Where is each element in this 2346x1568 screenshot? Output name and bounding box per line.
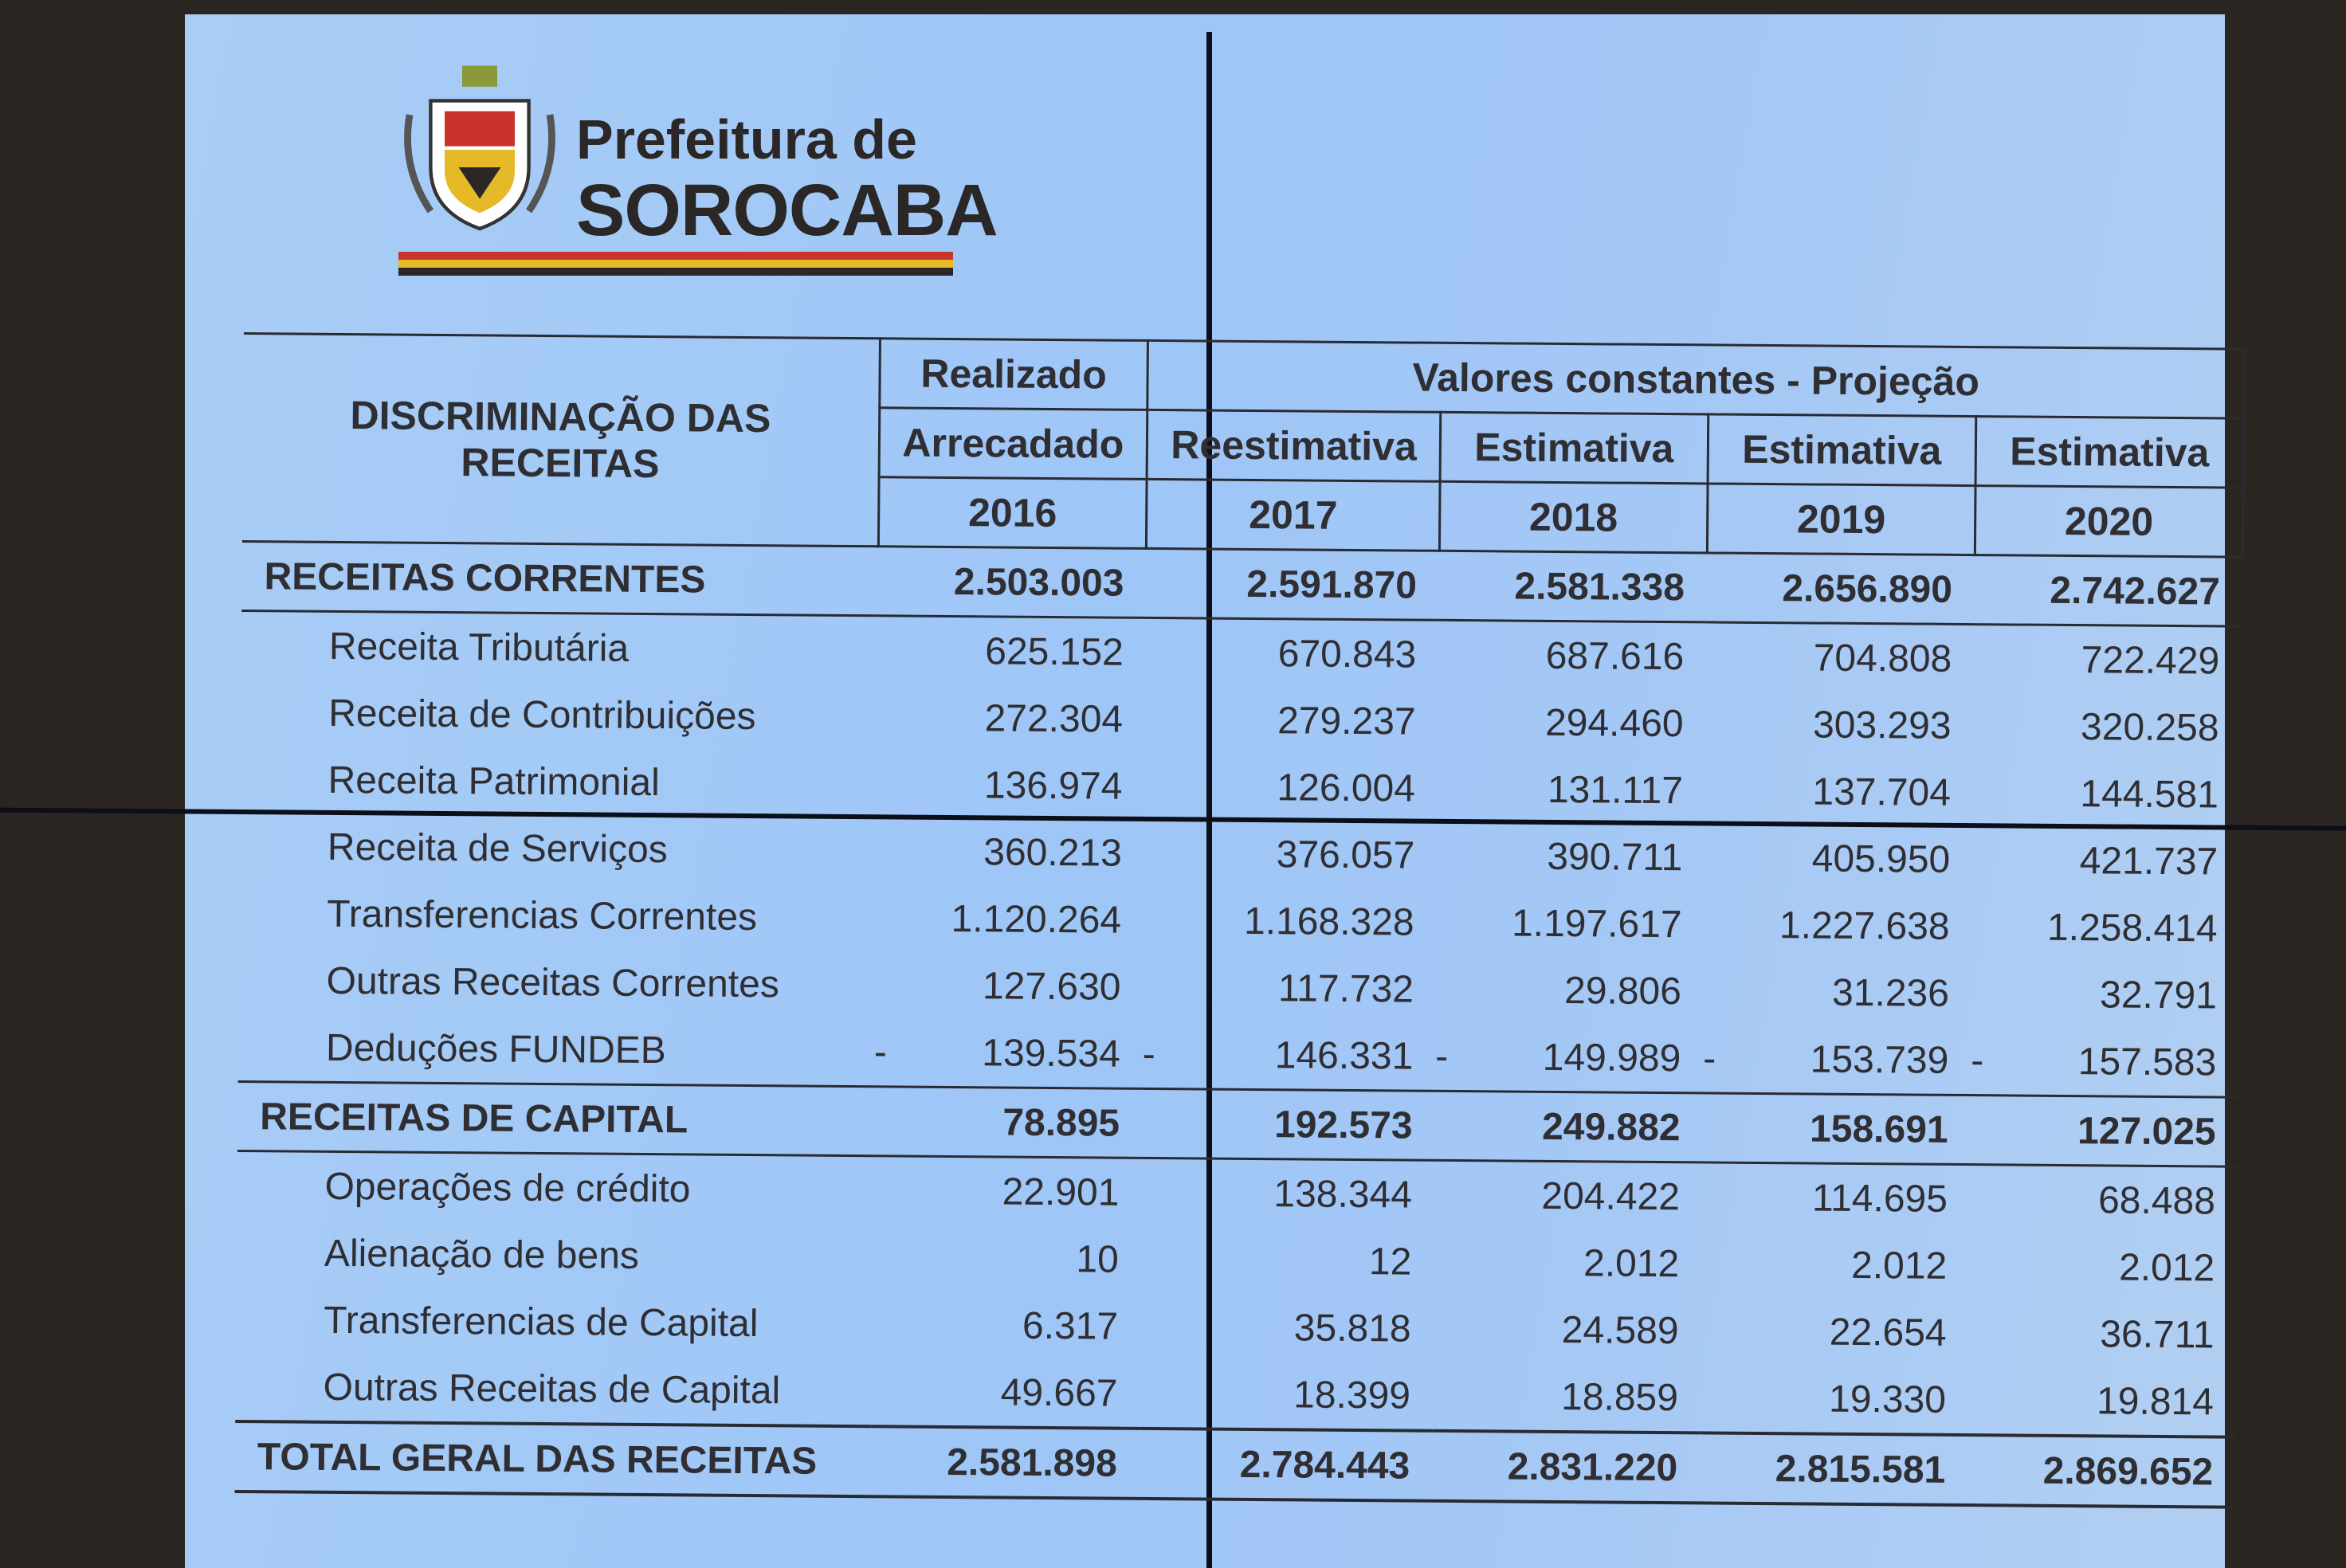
row-value bbox=[1434, 1229, 1702, 1298]
value-text: 153.739 bbox=[1810, 1037, 1949, 1082]
value-text: 31.236 bbox=[1831, 971, 1950, 1015]
value-text: 49.667 bbox=[1000, 1371, 1118, 1415]
value-text: 126.004 bbox=[1277, 766, 1416, 810]
row-value bbox=[872, 1291, 1141, 1360]
row-value bbox=[1705, 690, 1974, 759]
row-value bbox=[1701, 1230, 1970, 1299]
value-text: 192.573 bbox=[1273, 1103, 1413, 1147]
value-text: 2.012 bbox=[1583, 1241, 1680, 1285]
value-text: 36.711 bbox=[2100, 1312, 2215, 1356]
row-value bbox=[1972, 826, 2241, 896]
table-row bbox=[235, 1421, 2236, 1507]
row-value bbox=[1438, 620, 1707, 690]
row-value bbox=[1433, 1362, 1701, 1433]
value-text: 149.989 bbox=[1542, 1036, 1681, 1080]
row-value bbox=[1705, 824, 1973, 893]
row-value bbox=[1141, 1158, 1434, 1228]
negative-sign: - bbox=[873, 1030, 888, 1073]
revenue-table-wrapper bbox=[235, 332, 2246, 1509]
value-text: 1.168.328 bbox=[1243, 900, 1414, 944]
row-value bbox=[1704, 958, 1972, 1027]
row-value bbox=[1144, 753, 1438, 822]
row-value bbox=[1140, 1226, 1434, 1296]
row-value bbox=[1974, 625, 2242, 695]
value-text: 144.581 bbox=[2080, 772, 2219, 816]
header-col-type: Reestimativa bbox=[1147, 410, 1440, 481]
row-value bbox=[1970, 1096, 2238, 1167]
row-value bbox=[873, 1156, 1142, 1226]
header-col-type: Arrecadado bbox=[879, 408, 1148, 480]
row-value bbox=[1970, 1165, 2238, 1235]
value-text: 625.152 bbox=[985, 629, 1124, 674]
row-value bbox=[1144, 887, 1437, 956]
row-value bbox=[1145, 617, 1438, 688]
value-text: 114.695 bbox=[1811, 1176, 1948, 1221]
row-value bbox=[1145, 686, 1438, 755]
header-projecao: Valores constantes - Projeção bbox=[1148, 340, 2244, 418]
header-year: 2019 bbox=[1707, 484, 1975, 555]
value-text: 1.197.617 bbox=[1511, 902, 1682, 946]
row-value bbox=[1436, 956, 1705, 1025]
value-text: 1.227.638 bbox=[1779, 904, 1950, 948]
value-text: 421.737 bbox=[2079, 839, 2218, 883]
value-text: 2.815.581 bbox=[1775, 1447, 1946, 1492]
row-label: RECEITAS DE CAPITAL bbox=[237, 1081, 874, 1155]
value-text: 2.012 bbox=[2118, 1246, 2215, 1289]
row-label: Deduções FUNDEB bbox=[325, 1026, 666, 1072]
row-value bbox=[1434, 1091, 1703, 1162]
logo-text-line1: Prefeitura de bbox=[576, 108, 917, 171]
row-value bbox=[1436, 889, 1705, 958]
row-value bbox=[1973, 759, 2242, 829]
value-text: 131.117 bbox=[1547, 768, 1684, 812]
value-text: 279.237 bbox=[1277, 699, 1416, 743]
value-text: 204.422 bbox=[1541, 1174, 1681, 1218]
row-label: RECEITAS CORRENTES bbox=[241, 541, 878, 615]
row-value bbox=[1435, 1023, 1704, 1093]
header-year: 2018 bbox=[1439, 481, 1708, 553]
value-text: 249.882 bbox=[1541, 1105, 1681, 1149]
value-text: 35.818 bbox=[1293, 1306, 1411, 1350]
value-text: 68.488 bbox=[2097, 1178, 2216, 1222]
value-text: 670.843 bbox=[1277, 632, 1417, 676]
negative-sign: - bbox=[1971, 1039, 1984, 1082]
row-value bbox=[1144, 820, 1437, 889]
row-value bbox=[1142, 1088, 1435, 1160]
value-text: 2.012 bbox=[1850, 1244, 1948, 1288]
value-text: 157.583 bbox=[2077, 1040, 2217, 1084]
value-text: 138.344 bbox=[1273, 1172, 1413, 1217]
value-text: 158.691 bbox=[1809, 1107, 1948, 1151]
row-value bbox=[1702, 1162, 1971, 1233]
value-text: 2.656.890 bbox=[1782, 566, 1953, 611]
negative-sign: - bbox=[1435, 1035, 1449, 1078]
value-text: 136.974 bbox=[983, 763, 1123, 808]
row-value bbox=[1969, 1233, 2238, 1302]
row-value bbox=[874, 951, 1144, 1021]
value-text: 146.331 bbox=[1274, 1033, 1414, 1078]
value-text: 687.616 bbox=[1545, 634, 1685, 678]
value-text: 137.704 bbox=[1812, 770, 1952, 814]
value-text: 376.057 bbox=[1276, 833, 1415, 877]
value-text: 2.831.220 bbox=[1507, 1445, 1678, 1489]
row-value bbox=[1438, 688, 1706, 758]
header-year: 2020 bbox=[1975, 486, 2243, 558]
row-value bbox=[1701, 1297, 1969, 1366]
row-value bbox=[1705, 757, 1974, 826]
header-realizado: Realizado bbox=[879, 339, 1148, 410]
row-value bbox=[873, 1087, 1143, 1158]
value-text: 2.742.627 bbox=[2050, 569, 2221, 613]
row-label: Transferencias de Capital bbox=[324, 1299, 759, 1345]
header-year: 2017 bbox=[1147, 479, 1440, 551]
value-text: 320.258 bbox=[2080, 705, 2219, 749]
value-text: 32.791 bbox=[2099, 973, 2218, 1017]
row-value bbox=[876, 751, 1145, 820]
row-value bbox=[1140, 1293, 1434, 1362]
value-text: 2.591.870 bbox=[1246, 563, 1418, 607]
row-value bbox=[1704, 891, 1972, 960]
row-label: TOTAL GERAL DAS RECEITAS bbox=[235, 1421, 872, 1496]
value-text: 6.317 bbox=[1022, 1304, 1119, 1348]
row-value bbox=[1142, 1021, 1435, 1091]
row-value bbox=[1968, 1299, 2237, 1369]
row-value bbox=[1703, 1025, 1971, 1095]
value-text: 19.814 bbox=[2096, 1379, 2215, 1423]
value-text: 722.429 bbox=[2081, 638, 2220, 682]
value-text: 22.901 bbox=[1002, 1170, 1120, 1214]
value-text: 139.534 bbox=[982, 1031, 1121, 1076]
value-text: 294.460 bbox=[1544, 701, 1684, 745]
row-value bbox=[877, 616, 1147, 686]
row-value bbox=[1139, 1429, 1432, 1501]
logo-stripe bbox=[398, 252, 953, 276]
row-value bbox=[1968, 1366, 2237, 1437]
row-value bbox=[871, 1358, 1140, 1429]
value-text: 22.654 bbox=[1829, 1311, 1947, 1354]
value-text: 24.589 bbox=[1561, 1308, 1679, 1352]
value-text: 78.895 bbox=[1002, 1101, 1120, 1145]
row-label: Operações de crédito bbox=[324, 1165, 691, 1210]
row-value bbox=[1706, 622, 1975, 692]
value-text: 127.025 bbox=[2077, 1109, 2216, 1153]
value-text: 117.732 bbox=[1277, 966, 1414, 1011]
row-value bbox=[874, 1018, 1144, 1088]
row-label: Outras Receitas Correntes bbox=[326, 959, 780, 1005]
row-label: Transferencias Correntes bbox=[327, 892, 758, 939]
row-value bbox=[1433, 1296, 1701, 1365]
value-text: 390.711 bbox=[1547, 835, 1683, 879]
value-text: 18.399 bbox=[1293, 1373, 1411, 1417]
row-label: Alienação de bens bbox=[324, 1232, 640, 1277]
row-value bbox=[1439, 551, 1708, 622]
logo-text-line2: SOROCABA bbox=[576, 170, 998, 251]
row-value bbox=[1146, 548, 1439, 620]
row-value bbox=[1143, 954, 1436, 1023]
header-year: 2016 bbox=[878, 477, 1148, 549]
row-value bbox=[1971, 893, 2240, 962]
row-value bbox=[875, 884, 1144, 954]
row-value bbox=[871, 1426, 1140, 1499]
row-value bbox=[1971, 1027, 2239, 1097]
header-discriminacao: DISCRIMINAÇÃO DAS RECEITAS bbox=[242, 333, 880, 546]
value-text: 360.213 bbox=[983, 830, 1122, 875]
row-value bbox=[1967, 1435, 2236, 1507]
row-label: Receita Patrimonial bbox=[328, 759, 660, 804]
value-text: 19.330 bbox=[1828, 1378, 1947, 1421]
header-col-type: Estimativa bbox=[1975, 417, 2244, 488]
negative-sign: - bbox=[1703, 1037, 1716, 1080]
row-value bbox=[1438, 755, 1706, 825]
value-text: 127.630 bbox=[982, 964, 1121, 1009]
value-text: 2.784.443 bbox=[1239, 1443, 1410, 1488]
value-text: 2.581.338 bbox=[1514, 565, 1685, 609]
value-text: 10 bbox=[1076, 1237, 1119, 1281]
value-text: 303.293 bbox=[1812, 703, 1952, 747]
value-text: 12 bbox=[1368, 1240, 1412, 1284]
row-value bbox=[1434, 1160, 1703, 1230]
row-value bbox=[1702, 1093, 1971, 1165]
row-label: Receita de Contribuições bbox=[328, 692, 756, 738]
row-value bbox=[1975, 555, 2243, 627]
row-value bbox=[1432, 1431, 1701, 1503]
value-text: 18.859 bbox=[1560, 1375, 1679, 1419]
value-text: 405.950 bbox=[1811, 837, 1951, 881]
row-value bbox=[873, 1224, 1142, 1293]
header-col-type: Estimativa bbox=[1708, 414, 1976, 486]
row-value bbox=[1701, 1364, 1969, 1435]
row-value bbox=[1437, 822, 1705, 892]
row-value bbox=[1140, 1360, 1433, 1431]
row-label: Outras Receitas de Capital bbox=[323, 1366, 781, 1412]
row-value bbox=[876, 817, 1145, 887]
value-text: 2.503.003 bbox=[953, 560, 1124, 605]
value-text: 1.258.414 bbox=[2046, 906, 2218, 950]
value-text: 2.869.652 bbox=[2042, 1449, 2214, 1493]
value-text: 272.304 bbox=[984, 696, 1124, 741]
row-value bbox=[1973, 692, 2242, 762]
value-text: 29.806 bbox=[1563, 969, 1682, 1013]
sorocaba-coat-of-arms-logo bbox=[392, 62, 567, 237]
row-value bbox=[1700, 1433, 1968, 1505]
value-text: 1.120.264 bbox=[951, 897, 1122, 942]
revenue-table bbox=[235, 332, 2246, 1509]
row-value bbox=[1971, 960, 2240, 1029]
row-value bbox=[1707, 553, 1975, 625]
value-text: 2.581.898 bbox=[947, 1441, 1117, 1485]
row-value bbox=[877, 684, 1146, 753]
negative-sign: - bbox=[1142, 1033, 1156, 1076]
value-text: 704.808 bbox=[1813, 636, 1952, 680]
row-label: Receita Tributária bbox=[328, 625, 630, 670]
row-value bbox=[877, 547, 1147, 618]
row-label: Receita de Serviços bbox=[327, 825, 669, 871]
header-col-type: Estimativa bbox=[1440, 412, 1708, 484]
